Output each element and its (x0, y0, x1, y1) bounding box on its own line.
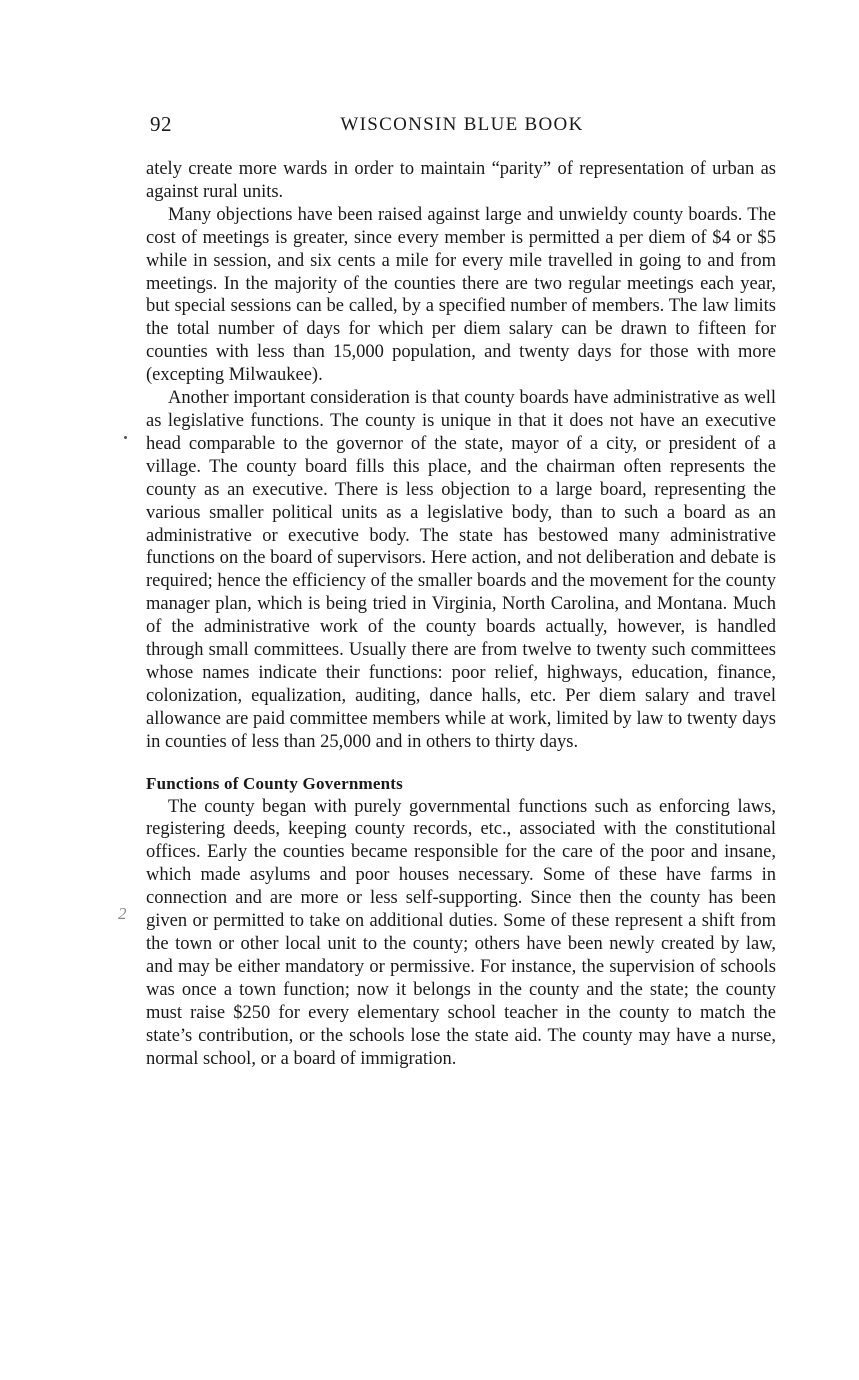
paragraph-functions: The county began with purely governmental functions such as enforcing laws, registering deeds, keeping county records, etc., associated with the constitutional offices. Early the counties became responsible for the care of the poor and insane, which made asylums and poor houses necessary. Some of these have farms in connection and are more or less self-supporting. Since then the county has been given or permitted to take on additional duties. Some of these represent a shift from the town or other local unit to the county; others have been newly created by law, and may be either mandatory or permissive. For instance, the supervision of schools was once a town function; now it belongs in the county and the state; the county must raise $250 for every elementary school teacher in the county to match the state’s contribution, or the schools lose the state aid. The county may have a nurse, normal school, or a board of immigration. (146, 796, 776, 1069)
body-text (146, 158, 776, 1070)
margin-note: 2 (118, 904, 127, 923)
paragraph-continued: ately create more wards in order to maintain “parity” of representation of urban as against rural units. (146, 159, 776, 202)
stray-mark (124, 436, 127, 439)
page-number: 92 (150, 112, 172, 136)
book-title: WISCONSIN BLUE BOOK (340, 114, 584, 135)
paragraph-objections: Many objections have been raised against large and unwieldy county boards. The cost of meetings is greater, since every member is permitted a per diem of $4 or $5 while in session, and six cents a mile for every mile travelled in going to and from meetings. In the majority of the counties there are two regular meetings each year, but special sessions can be called, by a specified number of members. The law limits the total number of days for which per diem salary can be drawn to fifteen for counties with less than 15,000 population, and twenty days for those with more (excepting Milwaukee). (146, 204, 776, 386)
paragraph-administrative: Another important consideration is that county boards have administrative as well as legislative functions. The county is unique in that it does not have an executive head comparable to the governor of the state, mayor of a city, or president of a village. The county board fills this place, and the chairman often represents the county as an executive. There is less objection to a large board, representing the various smaller political units as a legislative body, than to such a board as an administrative or executive body. The state has bestowed many administrative functions on the board of supervisors. Here action, and not deliberation and debate is required; hence the efficiency of the smaller boards and the movement for the county manager plan, which is being tried in Virginia, North Carolina, and Montana. Much of the administrative work of the county boards actually, however, is handled through small committees. Usually there are from twelve to twenty such committees whose names indicate their functions: poor relief, highways, education, finance, colonization, equalization, auditing, dance halls, etc. Per diem salary and travel allowance are paid committee members while at work, limited by law to twenty days in counties of less than 25,000 and in others to thirty days. (146, 388, 776, 752)
section-heading: Functions of County Governments (146, 773, 403, 793)
running-head (150, 112, 774, 138)
